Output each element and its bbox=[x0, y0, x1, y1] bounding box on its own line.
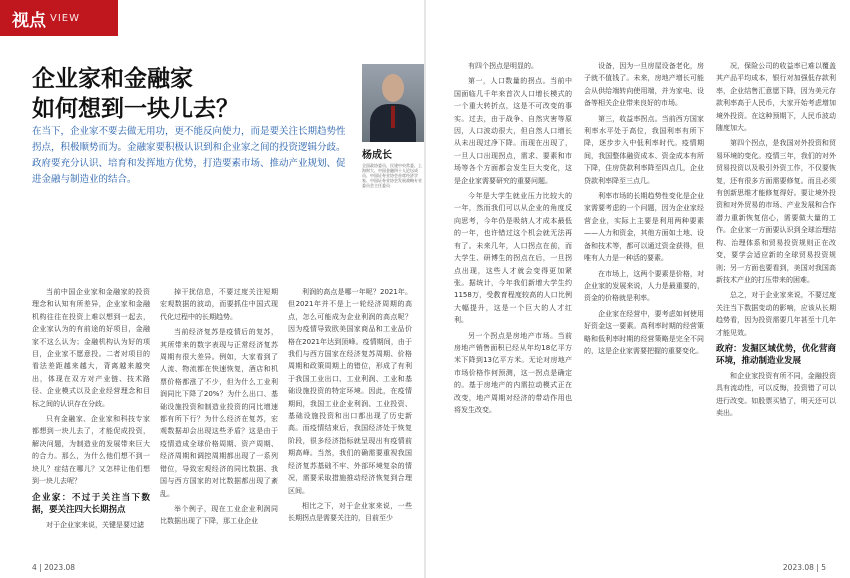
paragraph: 今年是大学生就业压力比较大的一年，然而我们可以从企业的角度反向思考，今年仍是吸纳人才成本最低的一年，也许错过这个机会就无法再有了。未来几年，人口拐点在前，而大学生、研博生的拐点在后，一旦拐点出现，这些人才就会变得更加紧张。据统计，今年我们新增大学生约1158万，受教育程度较高的人口比例大幅提升，这是一个巨大的人才红利。 bbox=[454, 192, 572, 325]
text-column-4 bbox=[454, 60, 572, 558]
text-column-3 bbox=[288, 286, 412, 558]
paragraph: 设备，因为一旦房屋设备老化，房子就不值钱了。未来，房地产增长可能会从供给端转向使用端，并为家电、设备等相关企业带来良好的市场。 bbox=[584, 62, 704, 108]
paragraph: 和企业家投资有所不同，金融投资具有流动性，可以反悔，投资错了可以进行改变。如股票买错了，明天还可以卖出。 bbox=[716, 371, 836, 418]
text-column-5 bbox=[584, 60, 704, 558]
paragraph: 对于企业家来说，关键是要过滤 bbox=[46, 520, 144, 529]
paragraph: 企业家在经营中，要考虑如何使用好资金这一要素。高利率时期的经营策略和低利率时期的经营策略是完全不同的，这是企业家需要把握的重要变化。 bbox=[584, 309, 704, 355]
paragraph: 当前中国企业家和金融家的投资理念和认知有所差异，企业家和金融机构往往在投资上难以想到一起去，企业家认为的有前途的好项目，金融家不这么认为；金融机构认为好的项目，企业家不愿意投。二者对项目的看法差距越来越大，背离越来越突出，体现在双方对产业链、技术路径、企业模式以及企业经营理念和目标之间的认识存在分歧。 bbox=[32, 288, 150, 408]
section-heading: 政府：发掘区域优势，优化营商环境，推动制造业发展 bbox=[716, 343, 836, 366]
section-tag-zh: 视点 bbox=[12, 10, 46, 31]
page-number-left: 4 | 2023.08 bbox=[32, 563, 76, 572]
right-page bbox=[426, 0, 850, 578]
article-lede: 在当下，企业家不要去做无用功，更不能反向使力，而是要关注长期趋势性拐点，积极顺势而为。金融家要积极认识到和企业家之间的投资逻辑分歧。政府要充分认识、培育和发挥地方优势，打造要素市场、推动产业规划、促进金融与制造业的结合。 bbox=[32, 126, 346, 185]
paragraph: 利润的高点是哪一年呢？2021年。但2021年并不是上一轮经济周期的高点，怎么可能成为企业利润的高点呢？因为疫情导致欧美国家商品和工业品价格在2021年达到顶峰。疫情期间，由于我们与西方国家在经济复苏周期、价格周期和政策周期上的错位，形成了有利于我国工业出口、工业利润、工业和基础设施投资的特定环境。因此，在疫情期间，我国工业企业利润、工业投资、基础设施投资和出口都出现了历史新高。而疫情结束后，我国经济处于恢复阶段，很多经济指标就呈现出有疫情前期高峰。当然，我们的确需要重视我国经济复苏基础不牢、外部环境复杂的情况，需要采取措施推动经济恢复到合理区间。 bbox=[288, 288, 412, 495]
paragraph: 利率市场的长期趋势性变化是企业家需要考虑的一个问题，因为企业家经营企业，实际上主要是利用两种要素——人力和资金，其他方面如土地、设备和技术等，都可以通过资金获得，但唯有人力是一种活的要素。 bbox=[584, 192, 704, 263]
paragraph: 在市场上，这两个要素是价格，对企业家的发展来说，人力是最重要的，资金的价格就是利率。 bbox=[584, 269, 704, 303]
article-title bbox=[32, 64, 352, 124]
paragraph: 有四个拐点是明显的。 bbox=[468, 62, 538, 70]
text-column-6 bbox=[716, 60, 836, 558]
paragraph: 另一个拐点是房地产市场。当前房地产销售面积已经从年均18亿平方米下降到13亿平方米。无论对房地产市场价格作何预测，这一拐点是确定的。基于房地产的内需拉动模式正在改变，地产周期对经济的带动作用也将发生改变。 bbox=[454, 331, 572, 414]
paragraph: 第一，人口数量的拐点。当前中国面临几千年来首次人口增长模式的一个重大转折点，这是不可改变的事实。过去，由于战争、自然灾害等原因，人口波动很大，但自然人口增长从未出现过净下降。而现在出现了，一旦人口出现拐点，需求、要素和市场等各个方面都会发生巨大变化，这是企业家需要研究的重要问题。 bbox=[454, 77, 572, 185]
paragraph: 当前经济复苏是疫情后的复苏，其所带来的数字表现与正常经济复苏周期有很大差异。例如，大家看到了人流、物流都在快速恢复，酒店和机票价格都涨了不少，但为什么工业利润同比下降了20%？为什么出口、基础设施投资和制造业投资的同比增速都有所下行？为什么经济在复苏，宏观数据却会出现这些矛盾？这是由于疫情造成全球价格周期、资产周期、经济周期和调控周期都出现了一系列错位，导致宏观经济的同比数据、我国与西方国家的对比数据都出现了紊乱。 bbox=[160, 328, 278, 498]
section-heading: 企业家：不过于关注当下数据，要关注四大长期拐点 bbox=[32, 492, 150, 515]
text-column-2 bbox=[160, 286, 278, 558]
author-portrait bbox=[362, 64, 424, 142]
paragraph: 只有金融家、企业家和科技专家都想到一块儿去了，才能促成投资，解决问题，为制造业的发展带来巨大的合力。那么，为什么他们想不到一块儿？症结在哪儿？又怎样让他们想到一块儿去呢？ bbox=[32, 415, 150, 486]
paragraph: 第四个拐点，是我国对外投资和贸易环境的变化。疫情三年，我们的对外贸易投资以及吸引外资工作，不仅要恢复，还有很多方面需要修复。而且必须有创新思维才能修复得好。要让境外投资和对外贸易的市场、产业发展和合作潜力重新恢复信心，需要做大量的工作。企业家一方面要认识到全球治理结构、治理体系和贸易投资规则正在改变，要学会适应新的全球贸易投资规则；另一方面也要看到，美国对我国高新技术产业的打压带来的困难。 bbox=[716, 139, 836, 284]
paragraph: 况，保险公司的收益率已难以覆盖其产品平均成本，银行对加强低存款利率，企业结售汇意愿下降，因为美元存款利率高于人民币，大家开始考虑增加境外投资。在这种预期下，人民币波动随度加大。 bbox=[716, 62, 836, 133]
left-page bbox=[0, 0, 424, 578]
paragraph: 第三，收益率拐点。当前西方国家利率水平处于高位，我国利率有所下降，逐步步入中低利率时代。疫情期间，我国整体融资成本、资金成本有所下降，住房贷款利率降至四点几，企业贷款利率降至三点几。 bbox=[584, 114, 704, 185]
paragraph: 掉干扰信息，不要过度关注短期宏观数据的波动，而要抓住中国式现代化过程中的长期趋势。 bbox=[160, 288, 278, 321]
title-line-2: 如何想到一块儿去？ bbox=[32, 95, 239, 122]
paragraph: 举个例子，现在工业企业利润同比数据出现了下降，那工业企业 bbox=[160, 504, 278, 526]
author-bio: 全国政协委员、民建中央常委、上海财大、中国金融四十人论坛成员、中国证券业协会首席经济学家、中国证券业协会发展战略专业委员会主任委员 bbox=[362, 163, 422, 188]
author-name: 杨成长 bbox=[362, 150, 392, 161]
paragraph: 相比之下，对于企业家来说，一些长期拐点是需要关注的，目前至少 bbox=[288, 501, 412, 523]
page-number-right: 2023.08 | 5 bbox=[782, 563, 826, 572]
section-tag bbox=[0, 0, 118, 36]
section-tag-en: VIEW bbox=[50, 12, 80, 24]
author-info bbox=[362, 146, 424, 188]
text-column-1 bbox=[32, 286, 150, 558]
paragraph: 总之，对于企业家来说，不要过度关注当下数据变动的影响，应该从长期趋势看，因为投资需要几年甚至十几年才能见效。 bbox=[716, 291, 836, 337]
title-line-1: 企业家和金融家 bbox=[32, 65, 193, 92]
